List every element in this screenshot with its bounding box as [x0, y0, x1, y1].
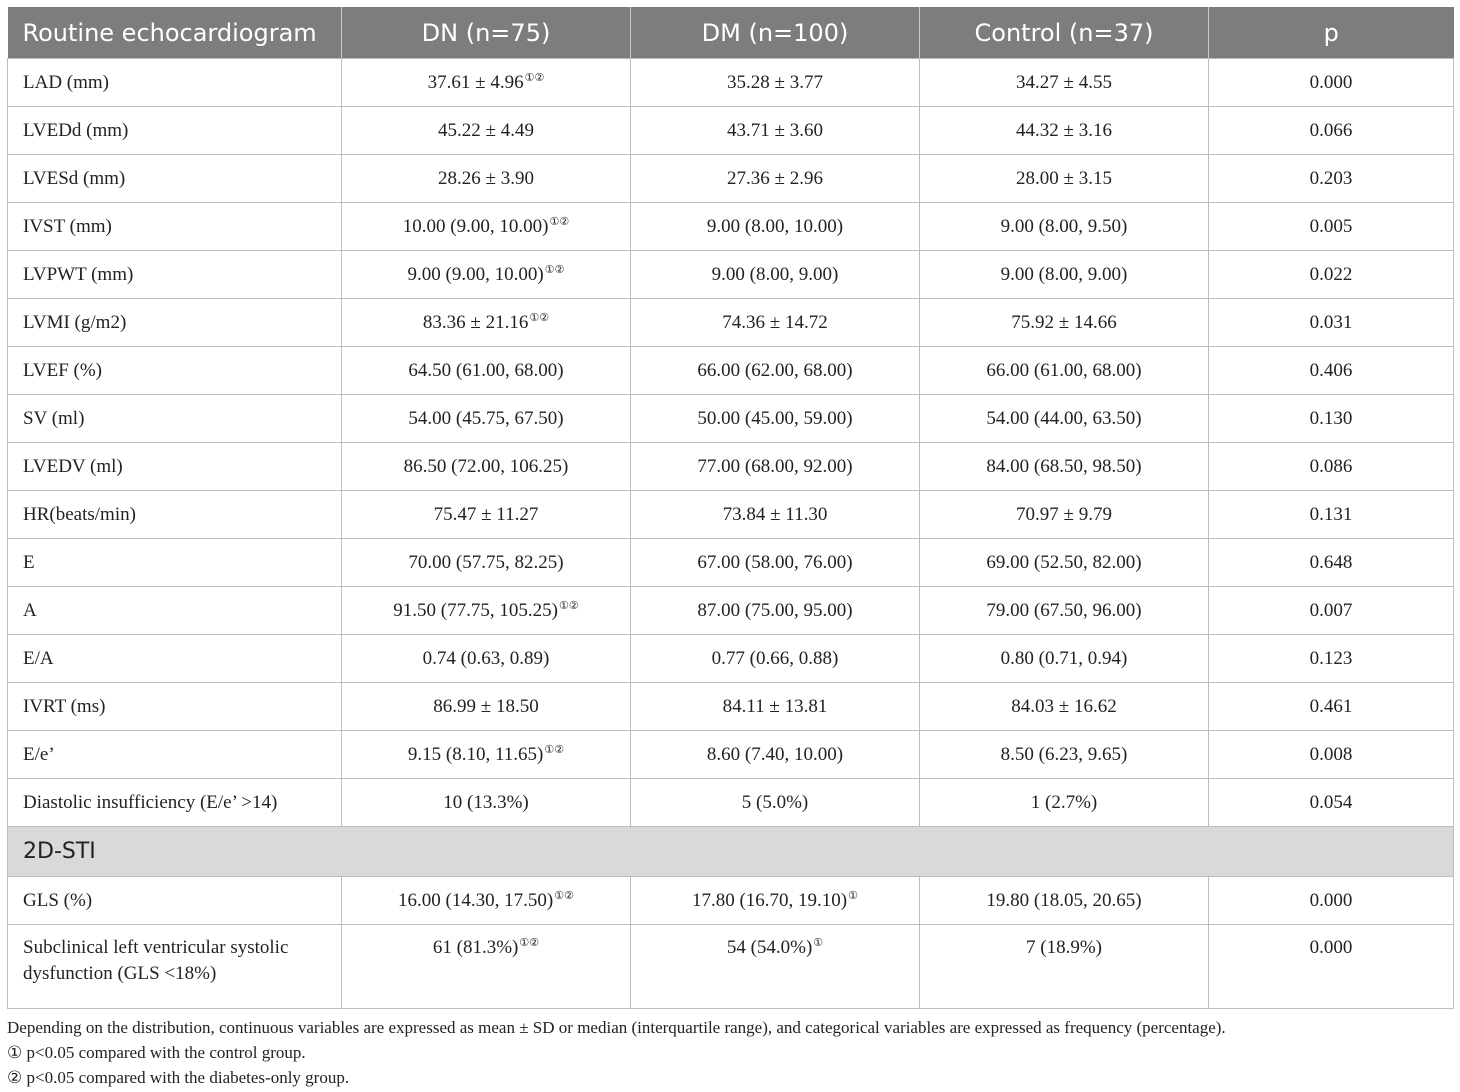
dm-value-cell-value: 66.00 (62.00, 68.00): [697, 359, 853, 381]
row-label-value: LVEF (%): [23, 359, 102, 381]
table-row: [8, 155, 1454, 203]
dn-value-cell: [342, 395, 631, 443]
control-value-cell-value: 9.00 (8.00, 9.00): [1000, 263, 1128, 285]
dm-value-cell: [631, 877, 920, 925]
row-label-value: LVEDd (mm): [23, 119, 129, 141]
dn-value-cell-value: 86.99 ± 18.50: [433, 695, 539, 717]
significance-marker: ①②: [544, 263, 565, 276]
section-row-2d-sti: [8, 827, 1454, 877]
control-value-cell-value: 75.92 ± 14.66: [1011, 311, 1117, 333]
p-value-cell-value: 0.022: [1309, 263, 1353, 285]
dm-value-cell-value: 5 (5.0%): [741, 791, 809, 813]
dn-value-cell-value: 9.00 (9.00, 10.00): [407, 263, 544, 285]
control-value-cell: [920, 443, 1209, 491]
dm-value-cell: [631, 155, 920, 203]
significance-marker: ①②: [554, 889, 574, 902]
dn-value-cell-value: 10 (13.3%): [443, 791, 529, 813]
p-value-cell-value: 0.130: [1309, 407, 1353, 429]
dm-value-cell-value: 84.11 ± 13.81: [722, 695, 828, 717]
dm-value-cell-value: 9.00 (8.00, 9.00): [711, 263, 839, 285]
p-value-cell: [1209, 779, 1454, 827]
p-value-cell-value: 0.406: [1309, 359, 1353, 381]
dn-value-cell: [342, 539, 631, 587]
row-label: [8, 155, 342, 203]
control-value-cell: [920, 107, 1209, 155]
dn-value-cell-value: 0.74 (0.63, 0.89): [422, 647, 550, 669]
dm-value-cell: [631, 925, 920, 1009]
control-value-cell-value: 8.50 (6.23, 9.65): [1000, 743, 1128, 765]
table-row: [8, 491, 1454, 539]
row-label-value: A: [23, 599, 37, 621]
dm-value-cell-value: 54 (54.0%): [726, 937, 813, 958]
row-label-value: LAD (mm): [23, 71, 110, 93]
p-value-cell: [1209, 539, 1454, 587]
p-value-cell: [1209, 395, 1454, 443]
significance-marker: ①: [813, 937, 824, 949]
table-row: [8, 395, 1454, 443]
p-value-cell-value: 0.008: [1309, 743, 1353, 765]
control-value-cell: [920, 539, 1209, 587]
p-value-cell: [1209, 587, 1454, 635]
p-value-cell: [1209, 203, 1454, 251]
p-value-cell: [1209, 443, 1454, 491]
footnote-control: ① p<0.05 compared with the control group.: [7, 1043, 306, 1062]
control-value-cell-value: 0.80 (0.71, 0.94): [1000, 647, 1128, 669]
significance-marker: ①②: [524, 71, 545, 84]
table-row: [8, 299, 1454, 347]
control-value-cell-value: 7 (18.9%): [1026, 937, 1102, 958]
significance-marker: ①②: [549, 215, 570, 228]
p-value-cell-value: 0.000: [1309, 71, 1353, 93]
control-value-cell: [920, 587, 1209, 635]
dn-value-cell: [342, 779, 631, 827]
dm-value-cell-value: 27.36 ± 2.96: [727, 167, 823, 189]
control-value-cell: [920, 59, 1209, 107]
dn-value-cell-value: 61 (81.3%): [432, 937, 519, 958]
control-value-cell: [920, 395, 1209, 443]
dm-value-cell-value: 35.28 ± 3.77: [727, 71, 823, 93]
dm-value-cell: [631, 635, 920, 683]
p-value-cell: [1209, 731, 1454, 779]
control-value-cell-value: 28.00 ± 3.15: [1016, 167, 1112, 189]
significance-marker: ①: [848, 889, 859, 902]
p-value-cell-value: 0.005: [1309, 215, 1353, 237]
control-value-cell-value: 69.00 (52.50, 82.00): [986, 551, 1142, 573]
table-row: [8, 683, 1454, 731]
dm-value-cell-value: 8.60 (7.40, 10.00): [706, 743, 844, 765]
dn-value-cell-value: 10.00 (9.00, 10.00): [402, 215, 549, 237]
dm-value-cell-value: 67.00 (58.00, 76.00): [697, 551, 853, 573]
control-value-cell-value: 84.00 (68.50, 98.50): [986, 455, 1142, 477]
control-value-cell: [920, 347, 1209, 395]
row-label-value: IVST (mm): [23, 215, 112, 237]
p-value-cell: [1209, 347, 1454, 395]
p-value-cell-value: 0.031: [1309, 311, 1353, 333]
row-label-value: GLS (%): [23, 889, 93, 911]
control-value-cell: [920, 779, 1209, 827]
p-value-cell-value: 0.203: [1309, 167, 1353, 189]
p-value-cell: [1209, 251, 1454, 299]
p-value-cell-value: 0.648: [1309, 551, 1353, 573]
row-label-value: SV (ml): [23, 407, 85, 429]
dn-value-cell-value: 37.61 ± 4.96: [427, 71, 524, 93]
dn-value-cell: [342, 731, 631, 779]
dm-value-cell-value: 77.00 (68.00, 92.00): [697, 455, 853, 477]
row-label-value: E: [23, 551, 35, 573]
table-row: [8, 59, 1454, 107]
table-body: [8, 59, 1454, 1009]
row-label: [8, 731, 342, 779]
dn-value-cell: [342, 155, 631, 203]
dn-value-cell: [342, 251, 631, 299]
p-value-cell-value: 0.007: [1309, 599, 1353, 621]
control-value-cell-value: 79.00 (67.50, 96.00): [986, 599, 1142, 621]
dm-value-cell: [631, 395, 920, 443]
row-label: [8, 683, 342, 731]
row-label-value: IVRT (ms): [23, 695, 106, 717]
dn-value-cell-value: 16.00 (14.30, 17.50): [398, 889, 554, 911]
dm-value-cell-value: 0.77 (0.66, 0.88): [711, 647, 839, 669]
control-value-cell: [920, 251, 1209, 299]
header-parameter: Routine echocardiogram: [8, 7, 342, 59]
table-row: [8, 877, 1454, 925]
row-label-value: HR(beats/min): [23, 503, 136, 525]
p-value-cell: [1209, 925, 1454, 1009]
dn-value-cell-value: 83.36 ± 21.16: [422, 311, 529, 333]
row-label: [8, 443, 342, 491]
control-value-cell: [920, 203, 1209, 251]
row-label: [8, 395, 342, 443]
p-value-cell: [1209, 59, 1454, 107]
table-row: [8, 347, 1454, 395]
dm-value-cell-value: 17.80 (16.70, 19.10): [691, 889, 848, 911]
significance-marker: ①②: [529, 311, 550, 324]
dm-value-cell: [631, 347, 920, 395]
control-value-cell-value: 70.97 ± 9.79: [1016, 503, 1112, 525]
dn-value-cell: [342, 683, 631, 731]
row-label: [8, 635, 342, 683]
dn-value-cell: [342, 587, 631, 635]
table-row: [8, 443, 1454, 491]
dn-value-cell-value: 28.26 ± 3.90: [438, 167, 534, 189]
control-value-cell-value: 1 (2.7%): [1030, 791, 1098, 813]
row-label-value: Diastolic insufficiency (E/e’ >14): [23, 791, 278, 813]
p-value-cell: [1209, 635, 1454, 683]
table-row: [8, 925, 1454, 1009]
dm-value-cell: [631, 779, 920, 827]
p-value-cell-value: 0.054: [1309, 791, 1353, 813]
significance-marker: ①②: [558, 599, 579, 612]
row-label: [8, 491, 342, 539]
control-value-cell: [920, 925, 1209, 1009]
row-label: [8, 587, 342, 635]
dn-value-cell: [342, 491, 631, 539]
dm-value-cell-value: 9.00 (8.00, 10.00): [706, 215, 844, 237]
row-label: [8, 539, 342, 587]
dm-value-cell: [631, 443, 920, 491]
p-value-cell-value: 0.086: [1309, 455, 1353, 477]
control-value-cell-value: 19.80 (18.05, 20.65): [986, 889, 1142, 911]
dm-value-cell-value: 43.71 ± 3.60: [727, 119, 823, 141]
dm-value-cell: [631, 587, 920, 635]
dn-value-cell-value: 9.15 (8.10, 11.65): [407, 743, 544, 765]
section-title: 2D-STI: [8, 827, 1454, 877]
dm-value-cell-value: 73.84 ± 11.30: [722, 503, 828, 525]
header-dm: DM (n=100): [631, 7, 920, 59]
row-label-value: E/e’: [23, 743, 55, 765]
significance-marker: ①②: [519, 937, 540, 949]
dn-value-cell: [342, 107, 631, 155]
p-value-cell: [1209, 299, 1454, 347]
dn-value-cell: [342, 347, 631, 395]
row-label: [8, 107, 342, 155]
p-value-cell: [1209, 107, 1454, 155]
p-value-cell-value: 0.461: [1309, 695, 1353, 717]
header-dn: DN (n=75): [342, 7, 631, 59]
control-value-cell-value: 9.00 (8.00, 9.50): [1000, 215, 1128, 237]
table-row: [8, 779, 1454, 827]
control-value-cell-value: 84.03 ± 16.62: [1011, 695, 1117, 717]
dn-value-cell-value: 70.00 (57.75, 82.25): [408, 551, 564, 573]
table-row: [8, 731, 1454, 779]
dn-value-cell: [342, 443, 631, 491]
dn-value-cell-value: 91.50 (77.75, 105.25): [393, 599, 558, 621]
row-label: [8, 779, 342, 827]
table-header-row: [8, 7, 1454, 59]
dn-value-cell: [342, 299, 631, 347]
row-label: [8, 59, 342, 107]
header-control: Control (n=37): [920, 7, 1209, 59]
dm-value-cell: [631, 491, 920, 539]
dm-value-cell: [631, 203, 920, 251]
echocardiogram-table: [7, 7, 1454, 1009]
row-label: [8, 925, 342, 1009]
control-value-cell-value: 66.00 (61.00, 68.00): [986, 359, 1142, 381]
p-value-cell: [1209, 877, 1454, 925]
control-value-cell: [920, 683, 1209, 731]
dn-value-cell: [342, 635, 631, 683]
dn-value-cell: [342, 59, 631, 107]
dn-value-cell: [342, 925, 631, 1009]
table-row: [8, 539, 1454, 587]
dm-value-cell: [631, 251, 920, 299]
row-label: [8, 299, 342, 347]
control-value-cell: [920, 155, 1209, 203]
p-value-cell-value: 0.131: [1309, 503, 1353, 525]
p-value-cell: [1209, 491, 1454, 539]
significance-marker: ①②: [544, 743, 565, 756]
dn-value-cell-value: 45.22 ± 4.49: [438, 119, 534, 141]
dn-value-cell-value: 86.50 (72.00, 106.25): [403, 455, 569, 477]
row-label-value: LVESd (mm): [23, 167, 126, 189]
row-label-value: LVMI (g/m2): [23, 311, 127, 333]
header-p: p: [1209, 7, 1454, 59]
dm-value-cell-value: 50.00 (45.00, 59.00): [697, 407, 853, 429]
p-value-cell-value: 0.000: [1309, 889, 1353, 911]
dn-value-cell: [342, 877, 631, 925]
control-value-cell: [920, 299, 1209, 347]
control-value-cell: [920, 877, 1209, 925]
row-label-value: Subclinical left ventricular systolic dysfunction (GLS <18%): [23, 937, 289, 984]
dn-value-cell-value: 75.47 ± 11.27: [433, 503, 539, 525]
p-value-cell-value: 0.000: [1309, 937, 1353, 958]
p-value-cell-value: 0.123: [1309, 647, 1353, 669]
footnote-diabetes: ② p<0.05 compared with the diabetes-only group.: [7, 1068, 350, 1087]
dm-value-cell: [631, 731, 920, 779]
dn-value-cell-value: 64.50 (61.00, 68.00): [408, 359, 564, 381]
row-label: [8, 251, 342, 299]
control-value-cell: [920, 635, 1209, 683]
dm-value-cell: [631, 683, 920, 731]
table-row: [8, 587, 1454, 635]
p-value-cell: [1209, 683, 1454, 731]
row-label: [8, 203, 342, 251]
footnote-distribution: Depending on the distribution, continuous variables are expressed as mean ± SD or median (interquartile range), and categorical variables are expressed as frequency (percentage).: [7, 1018, 1226, 1037]
dm-value-cell: [631, 299, 920, 347]
p-value-cell: [1209, 155, 1454, 203]
row-label: [8, 347, 342, 395]
row-label-value: LVPWT (mm): [23, 263, 134, 285]
dm-value-cell: [631, 59, 920, 107]
dn-value-cell: [342, 203, 631, 251]
control-value-cell-value: 44.32 ± 3.16: [1016, 119, 1112, 141]
control-value-cell: [920, 491, 1209, 539]
table-row: [8, 251, 1454, 299]
dm-value-cell: [631, 539, 920, 587]
dn-value-cell-value: 54.00 (45.75, 67.50): [408, 407, 564, 429]
dm-value-cell-value: 87.00 (75.00, 95.00): [697, 599, 853, 621]
table-row: [8, 107, 1454, 155]
dm-value-cell: [631, 107, 920, 155]
table-row: [8, 635, 1454, 683]
row-label-value: LVEDV (ml): [23, 455, 123, 477]
table-footnotes: [7, 1015, 1453, 1090]
table-row: [8, 203, 1454, 251]
row-label-value: E/A: [23, 647, 54, 669]
dm-value-cell-value: 74.36 ± 14.72: [722, 311, 828, 333]
results-table-container: [7, 7, 1453, 1009]
control-value-cell: [920, 731, 1209, 779]
p-value-cell-value: 0.066: [1309, 119, 1353, 141]
control-value-cell-value: 34.27 ± 4.55: [1016, 71, 1112, 93]
row-label: [8, 877, 342, 925]
control-value-cell-value: 54.00 (44.00, 63.50): [986, 407, 1142, 429]
